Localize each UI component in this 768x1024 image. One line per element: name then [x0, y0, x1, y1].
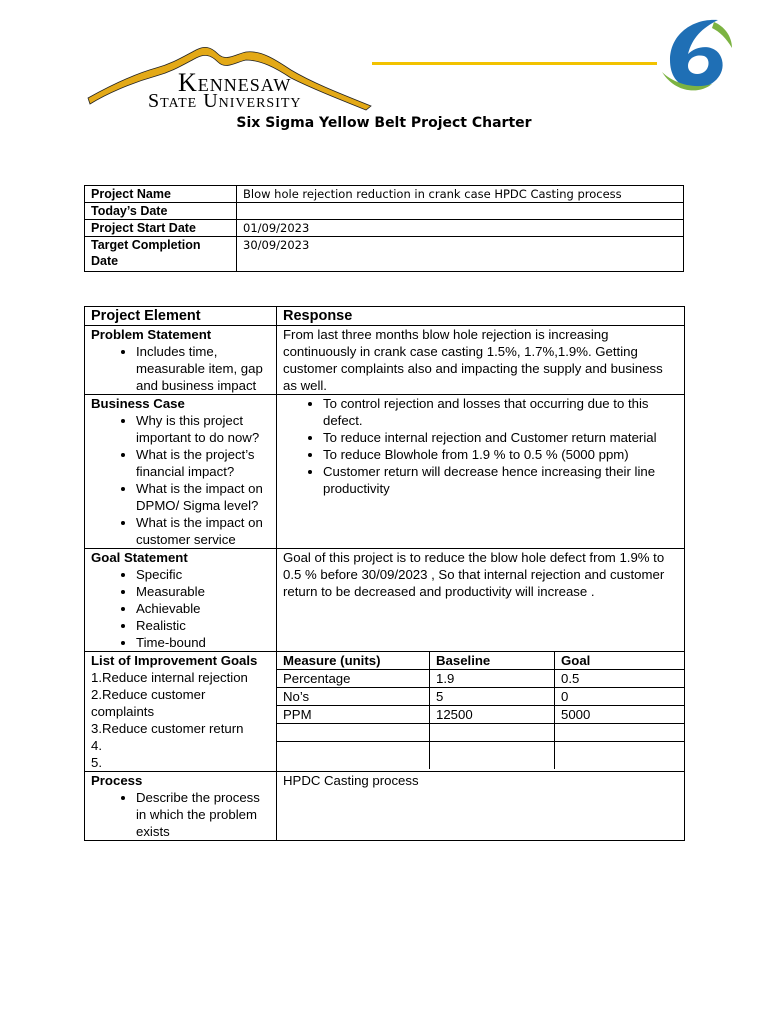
problem-row — [85, 326, 685, 395]
list-item: • Realistic — [136, 617, 270, 634]
target-date-value: 30/09/2023 — [237, 237, 684, 272]
improvement-item: 1.Reduce internal rejection — [91, 670, 248, 685]
problem-bullets — [91, 343, 270, 394]
baseline-header: Baseline — [430, 652, 555, 670]
baseline-cell: 5 — [430, 688, 555, 706]
measures-header-row — [277, 652, 684, 670]
table-row — [85, 203, 684, 220]
improvement-cell — [85, 652, 277, 772]
list-item: • Time-bound — [136, 634, 270, 651]
table-row — [85, 220, 684, 237]
table-row — [277, 742, 684, 770]
improvement-item: 4. — [91, 738, 102, 753]
process-response: HPDC Casting process — [277, 772, 685, 841]
table-row — [85, 186, 684, 203]
business-response-bullets — [283, 395, 678, 497]
goal-cell — [85, 549, 277, 652]
measures-cell — [277, 652, 685, 772]
start-date-value: 01/09/2023 — [237, 220, 684, 237]
todays-date-value — [237, 203, 684, 220]
baseline-cell: 1.9 — [430, 670, 555, 688]
six-sigma-badge-icon — [652, 10, 742, 100]
header-rule — [372, 62, 657, 65]
project-name-label: Project Name — [85, 186, 237, 203]
list-item: • To reduce Blowhole from 1.9 % to 0.5 % (5000 ppm) — [323, 446, 678, 463]
goal-cell — [555, 742, 685, 770]
project-info-table — [84, 185, 684, 272]
goal-header: Goal — [555, 652, 685, 670]
problem-label: Problem Statement — [91, 327, 212, 342]
measure-cell — [277, 724, 430, 742]
process-bullets — [91, 789, 270, 840]
goal-row — [85, 549, 685, 652]
table-row — [277, 688, 684, 706]
list-item: • Specific — [136, 566, 270, 583]
list-item: • Customer return will decrease hence increasing their line productivity — [323, 463, 678, 497]
business-label: Business Case — [91, 396, 185, 411]
logo-line1: Kennesaw — [178, 68, 292, 97]
list-item: • Measurable — [136, 583, 270, 600]
business-bullets — [91, 412, 270, 548]
goal-bullets — [91, 566, 270, 651]
table-row — [277, 724, 684, 742]
list-item: • Includes time, measurable item, gap and business impact — [136, 343, 270, 394]
table-header-row — [85, 307, 685, 326]
document-title: Six Sigma Yellow Belt Project Charter — [236, 115, 532, 131]
table-row — [85, 237, 684, 272]
logo-line2: State University — [148, 90, 302, 112]
improvement-label: List of Improvement Goals — [91, 653, 258, 668]
business-row — [85, 395, 685, 549]
list-item: • To reduce internal rejection and Customer return material — [323, 429, 678, 446]
target-date-label: Target Completion Date — [85, 237, 237, 272]
start-date-label: Project Start Date — [85, 220, 237, 237]
goal-cell — [555, 724, 685, 742]
goal-label: Goal Statement — [91, 550, 188, 565]
ksu-logo — [86, 40, 386, 115]
measure-cell: No’s — [277, 688, 430, 706]
baseline-cell: 12500 — [430, 706, 555, 724]
todays-date-label: Today’s Date — [85, 203, 237, 220]
measure-header: Measure (units) — [277, 652, 430, 670]
list-item: • What is the project’s financial impact? — [136, 446, 270, 480]
improvement-item: 2.Reduce customer complaints — [91, 687, 206, 719]
business-cell — [85, 395, 277, 549]
goal-response: Goal of this project is to reduce the blow hole defect from 1.9% to 0.5 % before 30/09/2023 , So that internal rejection and customer return to be decreased and productivity will increase . — [277, 549, 685, 652]
table-row — [277, 670, 684, 688]
improvement-item: 5. — [91, 755, 102, 770]
list-item: • What is the impact on DPMO/ Sigma level? — [136, 480, 270, 514]
list-item: • To control rejection and losses that occurring due to this defect. — [323, 395, 678, 429]
problem-cell — [85, 326, 277, 395]
baseline-cell — [430, 742, 555, 770]
process-label: Process — [91, 773, 143, 788]
list-item: • Achievable — [136, 600, 270, 617]
problem-response: From last three months blow hole rejection is increasing continuously in crank case casting 1.5%, 1.7%,1.9%. Getting customer complaints also and impacting the supply and business as well. — [277, 326, 685, 395]
goal-cell: 0.5 — [555, 670, 685, 688]
measure-cell: Percentage — [277, 670, 430, 688]
goal-cell: 0 — [555, 688, 685, 706]
baseline-cell — [430, 724, 555, 742]
business-response — [277, 395, 685, 549]
improvement-item: 3.Reduce customer return — [91, 721, 244, 736]
project-name-value: Blow hole rejection reduction in crank case HPDC Casting process — [237, 186, 684, 203]
measure-cell: PPM — [277, 706, 430, 724]
measure-cell — [277, 742, 430, 770]
list-item: • Describe the process in which the problem exists — [136, 789, 270, 840]
charter-table — [84, 306, 685, 841]
col-header-element: Project Element — [85, 307, 277, 326]
process-row — [85, 772, 685, 841]
process-cell — [85, 772, 277, 841]
list-item: • What is the impact on customer service — [136, 514, 270, 548]
col-header-response: Response — [277, 307, 685, 326]
table-row — [277, 706, 684, 724]
improvement-row — [85, 652, 685, 772]
list-item: • Why is this project important to do now? — [136, 412, 270, 446]
measures-table — [277, 652, 684, 769]
goal-cell: 5000 — [555, 706, 685, 724]
